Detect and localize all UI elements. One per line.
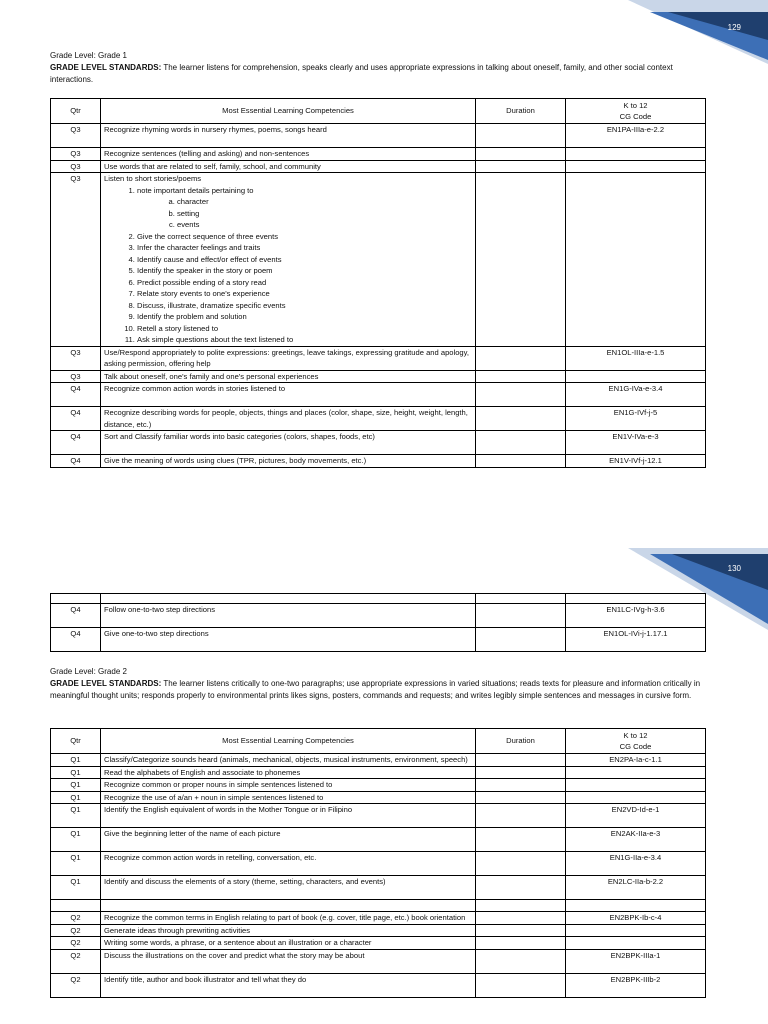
- table-row: Q2 Generate ideas through prewriting activities: [51, 924, 706, 937]
- table-header: [51, 99, 706, 124]
- table-row: Q1 Read the alphabets of English and associate to phonemes: [51, 766, 706, 779]
- page-number: 130: [727, 564, 741, 573]
- table-row: Q4 Sort and Classify familiar words into basic categories (colors, shapes, foods, etc) EN1V-IVa-e-3: [51, 431, 706, 455]
- header-qtr: Qtr: [51, 99, 101, 124]
- table-row: Q3 Use words that are related to self, family, school, and community: [51, 160, 706, 173]
- table-row: Q1 Recognize the use of a/an + noun in simple sentences listened to: [51, 791, 706, 804]
- table-row-empty: [51, 594, 706, 604]
- table-row: Q1 Identify and discuss the elements of a story (theme, setting, characters, and events) EN2LC-IIa-b-2.2: [51, 876, 706, 900]
- table-row-story: Q3 Listen to short stories/poems 1. note important details pertaining to a. character b. setting c. events 2. Give the correct sequence of three events 3. Infer the character feelings and traits 4. Identify cause and effect/or effect of events 5. Identify the speaker in the story or poem 6. Predict possible ending of a story read 7. Relate story events to one's experience 8. Discuss, illustrate, dramatize specific events 9. Identify the problem and solution 10. Retell a story listened to 11. Ask simple questions about the text listened to: [51, 173, 706, 347]
- header-qtr: Qtr: [51, 729, 101, 754]
- header-melc: Most Essential Learning Competencies: [101, 99, 476, 124]
- competencies-table: [50, 98, 706, 468]
- table-row: Q4 Recognize common action words in stories listened to EN1G-IVa-e-3.4: [51, 383, 706, 407]
- grade-header: [50, 50, 710, 86]
- table-row: Q2 Writing some words, a phrase, or a sentence about an illustration or a character: [51, 937, 706, 950]
- table-row: Q1 Identify the English equivalent of words in the Mother Tongue or in Filipino EN2VD-Id-e-1: [51, 804, 706, 828]
- table-row: Q1 Recognize common or proper nouns in simple sentences listened to: [51, 779, 706, 792]
- table-row: Q1 Classify/Categorize sounds heard (animals, mechanical, objects, musical instruments, environment, speech) EN2PA-Ia-c-1.1: [51, 754, 706, 767]
- table-row: Q3 Recognize sentences (telling and asking) and non-sentences: [51, 148, 706, 161]
- grade-standards: GRADE LEVEL STANDARDS: The learner listens for comprehension, speaks clearly and uses appropriate expressions in talking about oneself, family, and other social context interactions.: [50, 63, 673, 84]
- table-row: Q4 Recognize describing words for people, objects, things and places (color, shape, size, height, weight, length, distance, etc.) EN1G-IVf-j-5: [51, 407, 706, 431]
- header-duration: Duration: [476, 99, 566, 124]
- table-row: Q4 Follow one-to-two step directions EN1LC-IVg-h-3.6: [51, 604, 706, 628]
- grade-level: Grade Level: Grade 2: [50, 667, 127, 676]
- grade-header: [50, 666, 710, 702]
- header-code: K to 12 CG Code: [566, 729, 706, 754]
- story-competency-list: 1. note important details pertaining to a. character b. setting c. events 2. Give the correct sequence of three events 3. Infer the character feelings and traits 4. Identify cause and effect/or effect of events 5. Identify the speaker in the story or poem 6. Predict possible ending of a story read 7. Relate story events to one's experience 8. Discuss, illustrate, dramatize specific events 9. Identify the problem and solution 10. Retell a story listened to 11. Ask simple questions about the text listened to: [104, 185, 472, 346]
- table-row: Q4 Give one-to-two step directions EN1OL-IVi-j-1.17.1: [51, 628, 706, 652]
- table-row: Q2 Recognize the common terms in English relating to part of book (e.g. cover, title page, etc.) book orientation EN2BPK-Ib-c-4: [51, 912, 706, 925]
- table-row: Q2 Identify title, author and book illustrator and tell what they do EN2BPK-IIIb-2: [51, 973, 706, 997]
- table-row: Q3 Use/Respond appropriately to polite expressions: greetings, leave takings, expressing gratitude and apology, asking permission, offering help EN1OL-IIIa-e-1.5: [51, 346, 706, 370]
- table-row: Q3 Recognize rhyming words in nursery rhymes, poems, songs heard EN1PA-IIIa-e-2.2: [51, 124, 706, 148]
- header-duration: Duration: [476, 729, 566, 754]
- table-row: Q4 Give the meaning of words using clues (TPR, pictures, body movements, etc.) EN1V-IVf-j-12.1: [51, 455, 706, 468]
- table-row: Q2 Discuss the illustrations on the cover and predict what the story may be about EN2BPK-IIIa-1: [51, 949, 706, 973]
- table-row: Q1 Give the beginning letter of the name of each picture EN2AK-IIa-e-3: [51, 828, 706, 852]
- header-melc: Most Essential Learning Competencies: [101, 729, 476, 754]
- grade-standards: GRADE LEVEL STANDARDS: The learner listens critically to one-two paragraphs; use appropriate expressions in varied situations; reads texts for pleasure and information critically in meaningful thought units; responds properly to environmental prints likes signs, posters, commands and requests; and writes legibly simple sentences and messages in cursive form.: [50, 679, 701, 700]
- page-number: 129: [727, 23, 741, 32]
- page-130: [0, 548, 768, 1024]
- continuation-table: [50, 593, 706, 652]
- header-code: K to 12 CG Code: [566, 99, 706, 124]
- grade-level: Grade Level: Grade 1: [50, 51, 127, 60]
- table-row-empty: [51, 900, 706, 912]
- table-header: [51, 729, 706, 754]
- competencies-table: [50, 728, 706, 998]
- table-row: Q1 Recognize common action words in retelling, conversation, etc. EN1G-IIa-e-3.4: [51, 852, 706, 876]
- table-row: Q3 Talk about oneself, one's family and one's personal experiences: [51, 370, 706, 383]
